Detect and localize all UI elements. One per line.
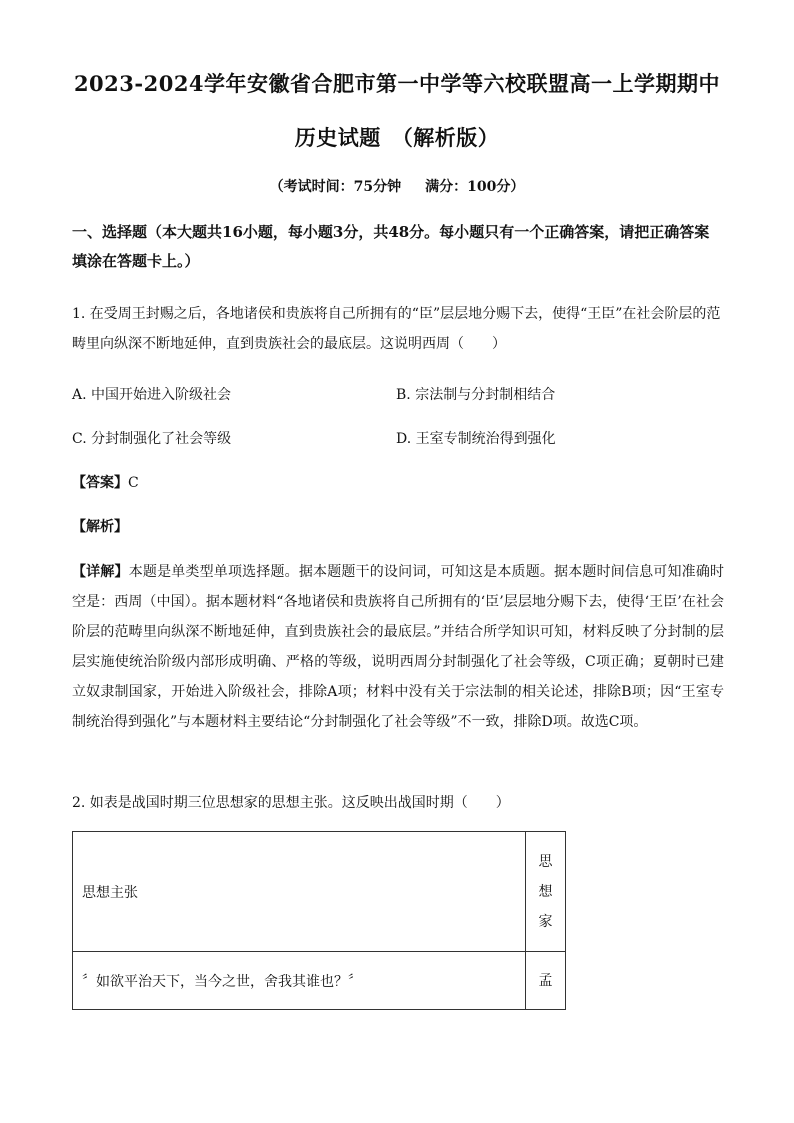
header-thinker-char: 家: [538, 913, 553, 930]
table-row: [73, 952, 566, 1010]
question-1-option-c[interactable]: C. 分封制强化了社会等级: [72, 431, 232, 447]
row1-claim: 〞如欲平治天下，当今之世，舍我其谁也？〞: [73, 952, 526, 1010]
table-row: [73, 832, 566, 952]
header-claim: 思想主张: [73, 832, 526, 952]
header-thinker-char: 想: [538, 883, 553, 900]
exam-info: [0, 176, 794, 196]
exam-time: （考试时间：75分钟: [269, 179, 402, 195]
answer-tag: 【答案】: [72, 475, 128, 491]
question-1-stem: 1. 在受周王封赐之后，各地诸侯和贵族将自己所拥有的“臣”层层地分赐下去，使得“王臣”在社会阶层的范畴里向纵深不断地延伸，直到贵族社会的最底层。这说明西周（ ）: [72, 306, 721, 352]
question-1-option-b[interactable]: B. 宗法制与分封制相结合: [396, 387, 556, 403]
question-2-stem: 2. 如表是战国时期三位思想家的思想主张。这反映出战国时期（ ）: [72, 795, 510, 811]
header-thinker-char: 思: [538, 853, 553, 870]
full-score: 满分：100分）: [425, 179, 525, 195]
answer-value: C: [128, 475, 139, 491]
question-1-option-a[interactable]: A. 中国开始进入阶级社会: [72, 387, 232, 403]
document-title-line1: 2023-2024学年安徽省合肥市第一中学等六校联盟高一上学期期中: [73, 71, 721, 96]
thinkers-table: [72, 831, 566, 1010]
section-heading: 一、选择题（本大题共16小题，每小题3分，共48分。每小题只有一个正确答案，请把正确答案填涂在答题卡上。）: [72, 223, 710, 270]
answer-line: [72, 472, 139, 492]
question-1-option-d[interactable]: D. 王室专制统治得到强化: [396, 431, 556, 447]
header-thinker: [526, 832, 566, 952]
detail-text: 本题是单类型单项选择题。据本题题干的设问词，可知这是本质题。据本题时间信息可知准确时空是：西周（中国）。据本题材料“各地诸侯和贵族将自己所拥有的‘臣’层层地分赐下去，使得‘王臣’在社会阶层的范畴里向纵深不断地延伸，直到贵族社会的最底层。”并结合所学知识可知，材料反映了分封制的层层实施使统治阶级内部形成明确、严格的等级，说明西周分封制强化了社会等级，C项正确；夏朝时已建立奴隶制国家，开始进入阶级社会，排除A项；材料中没有关于宗法制的相关论述，排除B项；因“王室专制统治得到强化”与本题材料主要结论“分封制强化了社会等级”不一致，排除D项。故选C项。: [72, 564, 725, 730]
document-title-line2: 历史试题 （解析版）: [294, 125, 500, 150]
detail-explanation: [72, 557, 724, 737]
detail-tag: 【详解】: [72, 564, 129, 580]
analysis-tag: 【解析】: [72, 519, 128, 535]
row1-thinker: 孟: [526, 952, 566, 1010]
analysis-line: [72, 516, 128, 536]
